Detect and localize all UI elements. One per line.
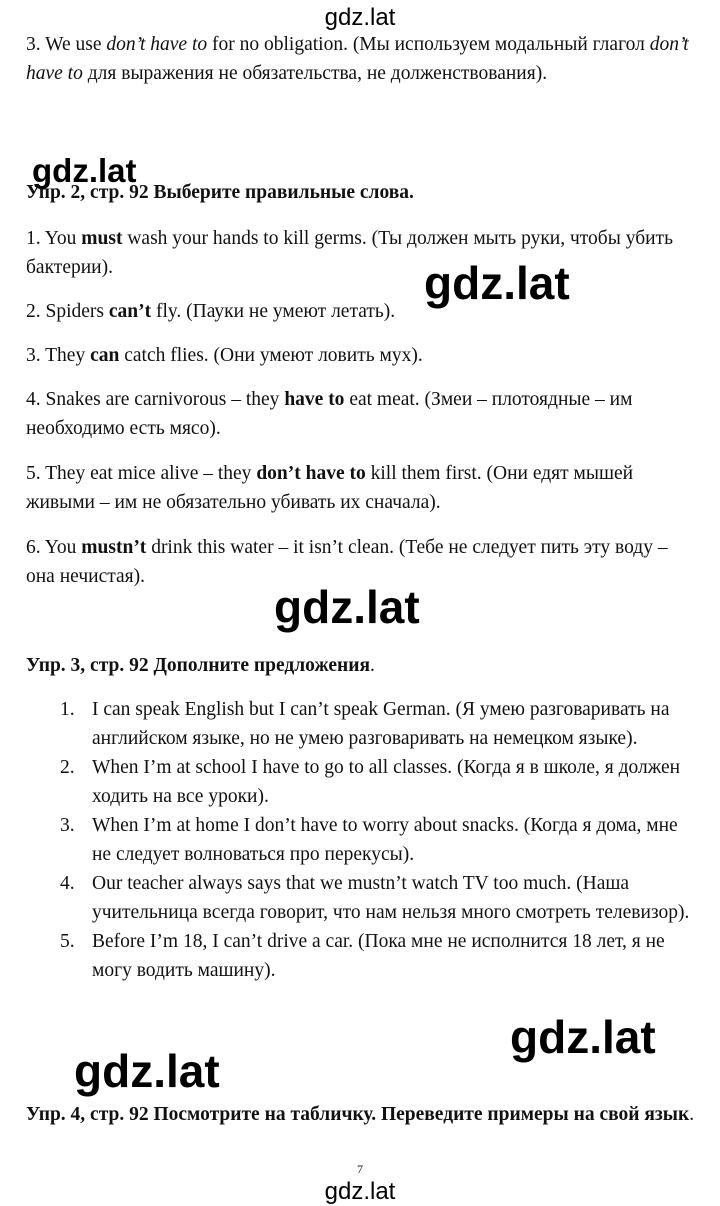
list-item [60, 927, 700, 985]
heading-tail: . [370, 655, 375, 676]
list-number: 4. [60, 873, 75, 894]
answer-word: must [81, 228, 123, 249]
list-text: Before I’m 18, I can’t drive a car. (Пока мне не исполнится 18 лет, я не могу водить машину). [92, 931, 665, 981]
answer-word: can’t [108, 301, 152, 322]
exercise-2-item-6 [26, 533, 698, 591]
watermark-bottom: gdz.lat [324, 1178, 396, 1205]
heading-text: Упр. 4, стр. 92 Посмотрите на табличку. Переведите примеры на свой язык [26, 1104, 690, 1125]
exercise-2-item-1 [26, 224, 698, 282]
watermark-top: gdz.lat [324, 4, 396, 31]
item-text: catch flies. (Они умеют ловить мух). [119, 345, 423, 366]
item-text: wash your hands to kill germs. (Ты должен мыть руки, чтобы убить бактерии). [26, 228, 673, 278]
item-text: 4. Snakes are carnivorous – they [26, 389, 285, 410]
list-text: When I’m at school I have to go to all classes. (Когда я в школе, я должен ходить на все уроки). [92, 757, 681, 807]
exercise-2-heading: Упр. 2, стр. 92 Выберите правильные слова. [26, 182, 414, 203]
item-text: 5. They eat mice alive – they [26, 463, 257, 484]
item-text: 1. You [26, 228, 82, 249]
exercise-2-item-4 [26, 385, 698, 443]
exercise-2-item-3 [26, 341, 698, 370]
watermark: gdz.lat [32, 152, 137, 189]
intro-italic: don’t have to [26, 34, 689, 84]
intro-italic: don’t have to [106, 34, 208, 55]
exercise-2-item-2 [26, 297, 698, 326]
heading-text: Упр. 3, стр. 92 Дополните предложения [26, 655, 371, 676]
intro-text: для выражения не обязательства, не долженствования). [82, 63, 548, 84]
exercise-3-list [60, 695, 700, 985]
watermark: gdz.lat [74, 1045, 220, 1097]
list-number: 5. [60, 931, 75, 952]
item-text: eat meat. (Змеи – плотоядные – им необходимо есть мясо). [26, 389, 633, 439]
exercise-4-heading [26, 1100, 698, 1129]
list-number: 2. [60, 757, 75, 778]
watermark: gdz.lat [424, 257, 570, 309]
item-text: drink this water – it isn’t clean. (Тебе не следует пить эту воду – она нечистая). [26, 537, 668, 587]
list-text: Our teacher always says that we mustn’t watch TV too much. (Наша учительница всегда говорит, что нам нельзя много смотреть телевизор). [92, 873, 690, 923]
answer-word: have to [284, 389, 345, 410]
intro-text: for no obligation. (Мы используем модальный глагол [207, 34, 650, 55]
answer-word: mustn’t [81, 537, 147, 558]
list-item [60, 753, 700, 811]
list-number: 1. [60, 699, 75, 720]
list-text: When I’m at home I don’t have to worry about snacks. (Когда я дома, мне не следует волноваться про перекусы). [92, 815, 678, 865]
heading-tail: . [689, 1104, 695, 1125]
answer-word: don’t have to [256, 463, 366, 484]
item-text: 3. They [26, 345, 91, 366]
exercise-2-item-5 [26, 459, 698, 517]
list-number: 3. [60, 815, 75, 836]
intro-text: 3. We use [26, 34, 107, 55]
item-text: 6. You [26, 537, 82, 558]
answer-word: can [90, 345, 120, 366]
watermark: gdz.lat [274, 581, 420, 633]
intro-paragraph [26, 30, 698, 88]
item-text: kill them first. (Они едят мышей живыми – им не обязательно убивать их сначала). [26, 463, 634, 513]
item-text: fly. (Пауки не умеют летать). [151, 301, 396, 322]
list-item [60, 811, 700, 869]
watermark: gdz.lat [510, 1011, 656, 1063]
exercise-3-heading [26, 651, 698, 680]
page-number: 7 [357, 1162, 363, 1176]
list-item [60, 695, 700, 753]
list-item [60, 869, 700, 927]
list-text: I can speak English but I can’t speak German. (Я умею разговаривать на английском языке, но не умею разговаривать на немецком языке). [92, 699, 670, 749]
item-text: 2. Spiders [26, 301, 109, 322]
